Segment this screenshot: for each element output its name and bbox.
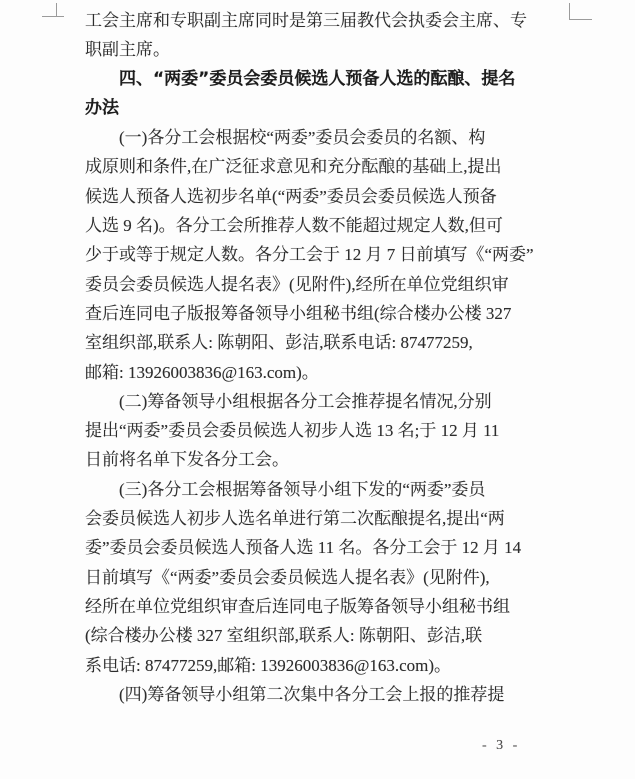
document-text: [85, 6, 563, 709]
text-line: 职副主席。: [85, 40, 170, 60]
crop-mark-vertical-line: [56, 3, 57, 17]
text-line: 候选人预备人选初步名单(“两委”委员会委员候选人预备: [85, 186, 497, 206]
text-line: 少于或等于规定人数。各分工会于 12 月 7 日前填写《“两委”: [85, 245, 534, 265]
text-line: 会委员候选人初步人选名单进行第二次酝酿提名,提出“两: [85, 509, 505, 529]
heading-line: 办法: [85, 97, 119, 118]
crop-mark-vertical-line: [569, 3, 570, 19]
crop-mark-horizontal-line: [42, 16, 64, 17]
crop-mark-horizontal-line: [569, 19, 592, 20]
text-line: 经所在单位党组织审查后连同电子版筹备领导小组秘书组: [85, 596, 510, 616]
text-line: 人选 9 名)。各分工会所推荐人数不能超过规定人数,但可: [85, 216, 503, 236]
heading-line: 四、“两委”委员会委员候选人预备人选的酝酿、提名: [119, 68, 516, 89]
text-line: (一)各分工会根据校“两委”委员会委员的名额、构: [119, 128, 486, 148]
text-line: 系电话: 87477259,邮箱: 13926003836@163.com)。: [85, 655, 452, 675]
text-line: (四)筹备领导小组第二次集中各分工会上报的推荐提: [119, 684, 505, 704]
text-line: 日前填写《“两委”委员会委员候选人提名表》(见附件),: [85, 567, 490, 587]
text-line: (三)各分工会根据筹备领导小组下发的“两委”委员: [119, 479, 486, 499]
page-number: - 3 -: [482, 738, 521, 753]
text-line: (综合楼办公楼 327 室组织部,联系人: 陈朝阳、彭洁,联: [85, 626, 483, 646]
text-line: 成原则和条件,在广泛征求意见和充分酝酿的基础上,提出: [85, 157, 502, 177]
text-line: 委员会委员候选人提名表》(见附件),经所在单位党组织审: [85, 274, 509, 294]
text-line: 室组织部,联系人: 陈朝阳、彭洁,联系电话: 87477259,: [85, 333, 473, 353]
text-line: 日前将名单下发各分工会。: [85, 450, 289, 470]
text-line: (二)筹备领导小组根据各分工会推荐提名情况,分别: [119, 391, 492, 411]
text-line: 提出“两委”委员会委员候选人初步人选 13 名;于 12 月 11: [85, 421, 500, 441]
text-line: 工会主席和专职副主席同时是第三届教代会执委会主席、专: [85, 11, 527, 30]
text-line: 委”委员会委员候选人预备人选 11 名。各分工会于 12 月 14: [85, 538, 522, 558]
text-line: 查后连同电子版报筹备领导小组秘书组(综合楼办公楼 327: [85, 303, 512, 323]
text-line: 邮箱: 13926003836@163.com)。: [85, 362, 319, 382]
